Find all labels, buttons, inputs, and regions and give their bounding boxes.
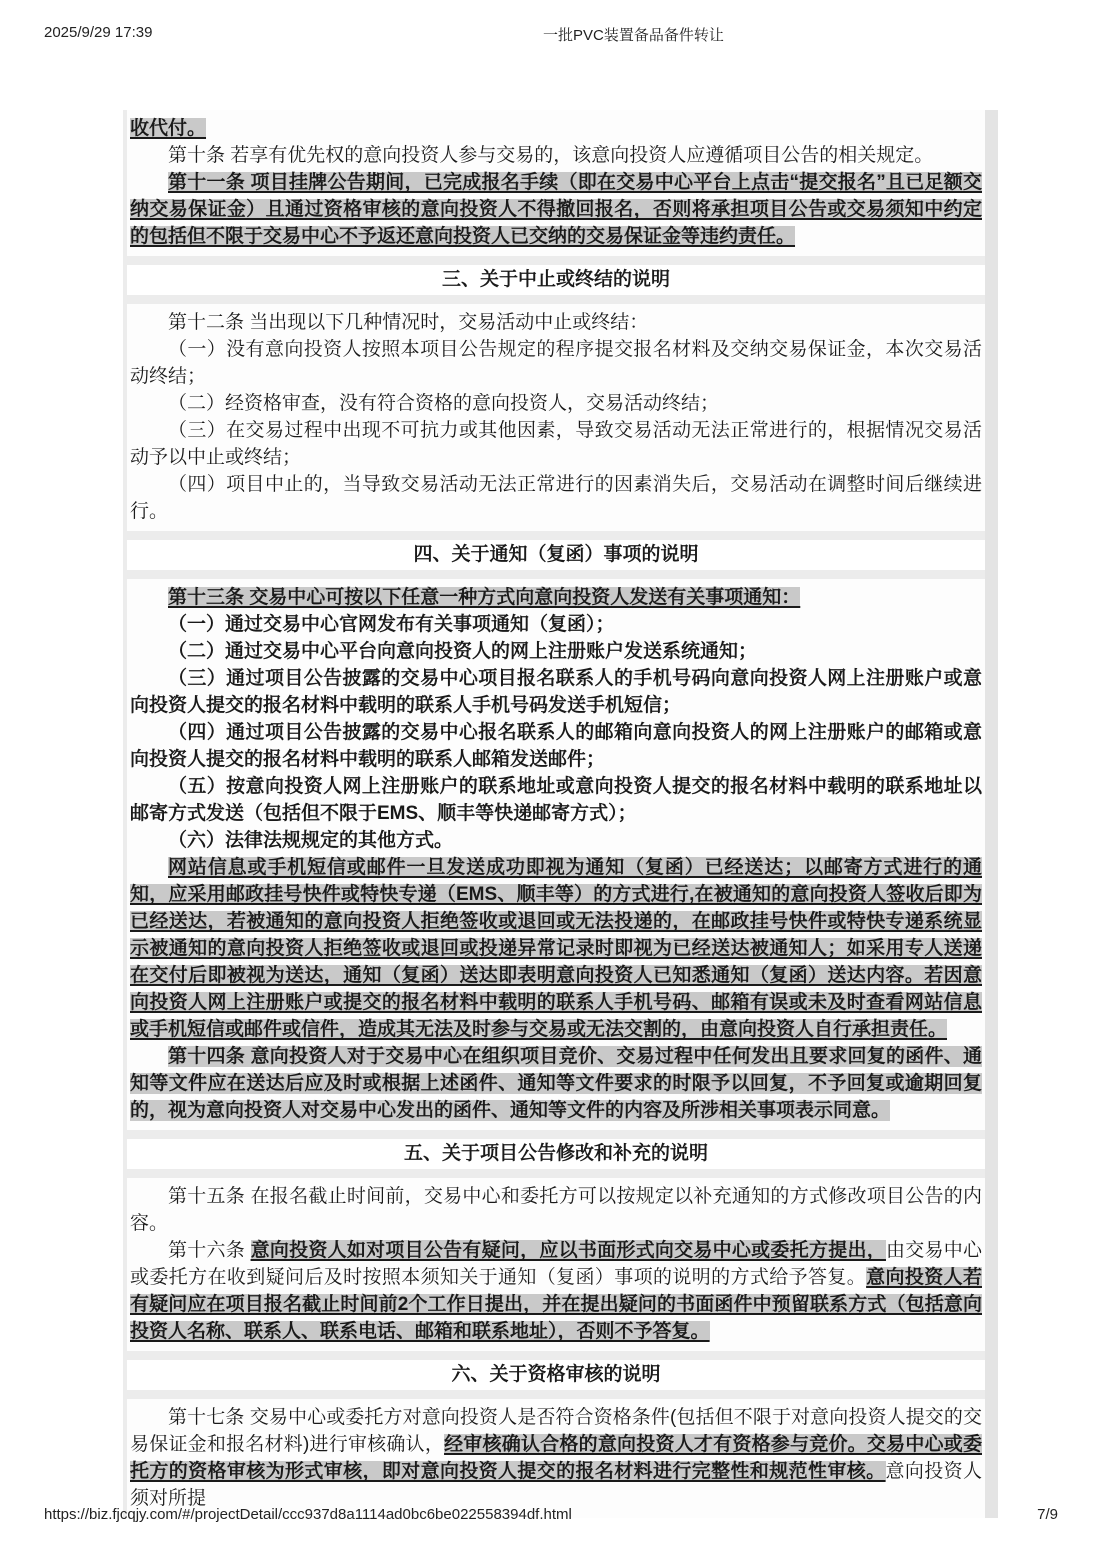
paragraph	[130, 827, 982, 854]
text-run-plain: 第十七条 交易中心或委托方对意向投资人是否符合资格条件(包括但不限于对意向投资人提交的交易保证金和报名材料)进行审核确认，	[130, 1407, 982, 1455]
text-run-bold: （六）法律法规规定的其他方式。	[168, 830, 454, 851]
paragraph	[130, 1404, 982, 1512]
text-run-plain: 第十五条 在报名截止时间前，交易中心和委托方可以按规定以补充通知的方式修改项目公告的内容。	[130, 1186, 982, 1234]
paragraph-block	[127, 579, 985, 1130]
text-run-bold: （一）通过交易中心官网发布有关事项通知（复函）；	[168, 614, 615, 635]
paragraph-block	[127, 1399, 985, 1518]
paragraph-block	[127, 304, 985, 531]
page-number: 7/9	[1037, 1506, 1058, 1523]
paragraph	[130, 611, 982, 638]
document-body	[127, 110, 985, 1518]
text-run-hlbu: 意向投资人若有疑问应在项目报名截止时间前2个工作日提出，并在提出疑问的书面函件中预留联系方式（包括意向投资人名称、联系人、联系电话、邮箱和联系地址），否则不予答复。	[130, 1267, 982, 1342]
paragraph	[130, 1183, 982, 1237]
paragraph	[130, 417, 982, 471]
print-footer-url: https://biz.fjcqjy.com/#/projectDetail/ccc937d8a1114ad0bc6be022558394df.html	[44, 1506, 572, 1523]
paragraph	[130, 719, 982, 773]
paragraph	[130, 665, 982, 719]
text-run-plain: （三）在交易过程中出现不可抗力或其他因素，导致交易活动无法正常进行的，根据情况交易活动予以中止或终结；	[130, 420, 982, 468]
text-run-hlb: 第十四条 意向投资人对于交易中心在组织项目竞价、交易过程中任何发出且要求回复的函件、通知等文件应在送达后应及时或根据上述函件、通知等文件要求的时限予以回复，不予回复或逾期回复的，视为意向投资人对交易中心发出的函件、通知等文件的内容及所涉相关事项表示同意。	[130, 1046, 982, 1121]
text-run-bold: （三）通过项目公告披露的交易中心项目报名联系人的手机号码向意向投资人网上注册账户或意向投资人提交的报名材料中载明的联系人手机号码发送手机短信；	[130, 668, 982, 716]
print-title: 一批PVC装置备品备件转让	[543, 27, 724, 44]
paragraph	[130, 638, 982, 665]
print-header	[44, 24, 1058, 44]
paragraph	[130, 1043, 982, 1124]
text-run-plain: （四）项目中止的，当导致交易活动无法正常进行的因素消失后，交易活动在调整时间后继续进行。	[130, 474, 982, 522]
paragraph	[130, 390, 982, 417]
text-run-plain: （二）经资格审查，没有符合资格的意向投资人，交易活动终结；	[168, 393, 720, 414]
text-run-bold: （四）通过项目公告披露的交易中心报名联系人的邮箱向意向投资人的网上注册账户的邮箱或意向投资人提交的报名材料中载明的联系人邮箱发送邮件；	[130, 722, 982, 770]
text-run-plain: 意向投资人须对所提	[130, 1461, 982, 1509]
paragraph	[130, 336, 982, 390]
text-run-hlbu: 第十一条 项目挂牌公告期间，已完成报名手续（即在交易中心平台上点击“提交报名”且已足额交纳交易保证金）且通过资格审核的意向投资人不得撤回报名，否则将承担项目公告或交易须知中约定的包括但不限于交易中心不予返还意向投资人已交纳的交易保证金等违约责任。	[130, 172, 982, 247]
section-heading: 六、关于资格审核的说明	[127, 1360, 985, 1390]
paragraph	[130, 471, 982, 525]
paragraph	[130, 142, 982, 169]
text-run-hlbu: 经审核确认合格的意向投资人才有资格参与竞价。交易中心或委托方的资格审核为形式审核，即对意向投资人提交的报名材料进行完整性和规范性审核。	[130, 1434, 982, 1482]
paragraph-block	[127, 110, 985, 256]
text-run-bold: （二）通过交易中心平台向意向投资人的网上注册账户发送系统通知；	[168, 641, 758, 662]
paragraph	[130, 854, 982, 1043]
text-run-plain: 第十条 若享有优先权的意向投资人参与交易的，该意向投资人应遵循项目公告的相关规定。	[168, 145, 934, 166]
paragraph	[130, 1237, 982, 1345]
section-heading: 三、关于中止或终结的说明	[127, 265, 985, 295]
text-run-hlbu: 意向投资人如对项目公告有疑问，应以书面形式向交易中心或委托方提出，	[250, 1240, 886, 1261]
paragraph-block	[127, 1178, 985, 1351]
print-footer	[44, 1506, 1058, 1526]
paragraph	[130, 309, 982, 336]
text-run-plain: 第十二条 当出现以下几种情况时，交易活动中止或终结：	[168, 312, 649, 333]
scrollbar-track[interactable]	[985, 110, 998, 1518]
paragraph	[130, 584, 982, 611]
paragraph	[130, 115, 982, 142]
text-run-plain: 由交易中心或委托方在收到疑问后及时按照本须知关于通知（复函）事项的说明的方式给予答复。	[130, 1240, 982, 1288]
text-run-plain: （一）没有意向投资人按照本项目公告规定的程序提交报名材料及交纳交易保证金，本次交易活动终结；	[130, 339, 982, 387]
text-run-plain: 第十六条	[168, 1240, 251, 1261]
text-run-hlbu: 第十三条 交易中心可按以下任意一种方式向意向投资人发送有关事项通知：	[168, 587, 801, 608]
paragraph	[130, 773, 982, 827]
text-run-bold: （五）按意向投资人网上注册账户的联系地址或意向投资人提交的报名材料中载明的联系地址以邮寄方式发送（包括但不限于EMS、顺丰等快递邮寄方式）；	[130, 776, 982, 824]
text-run-hlbu: 网站信息或手机短信或邮件一旦发送成功即视为通知（复函）已经送达；以邮寄方式进行的通知，应采用邮政挂号快件或特快专递（EMS、顺丰等）的方式进行,在被通知的意向投资人签收后即为已经送达，若被通知的意向投资人拒绝签收或退回或无法投递的，在邮政挂号快件或特快专递系统显示被通知的意向投资人拒绝签收或退回或投递异常记录时即视为已经送达被通知人；如采用专人送递在交付后即被视为送达，通知（复函）送达即表明意向投资人已知悉通知（复函）送达内容。若因意向投资人网上注册账户或提交的报名材料中载明的联系人手机号码、邮箱有误或未及时查看网站信息或手机短信或邮件或信件，造成其无法及时参与交易或无法交割的，由意向投资人自行承担责任。	[130, 857, 982, 1040]
document-scroll-area	[123, 110, 998, 1518]
section-heading: 五、关于项目公告修改和补充的说明	[127, 1139, 985, 1169]
print-datetime: 2025/9/29 17:39	[44, 24, 153, 41]
paragraph	[130, 169, 982, 250]
text-run-hlbu: 收代付。	[130, 118, 207, 139]
section-heading: 四、关于通知（复函）事项的说明	[127, 540, 985, 570]
